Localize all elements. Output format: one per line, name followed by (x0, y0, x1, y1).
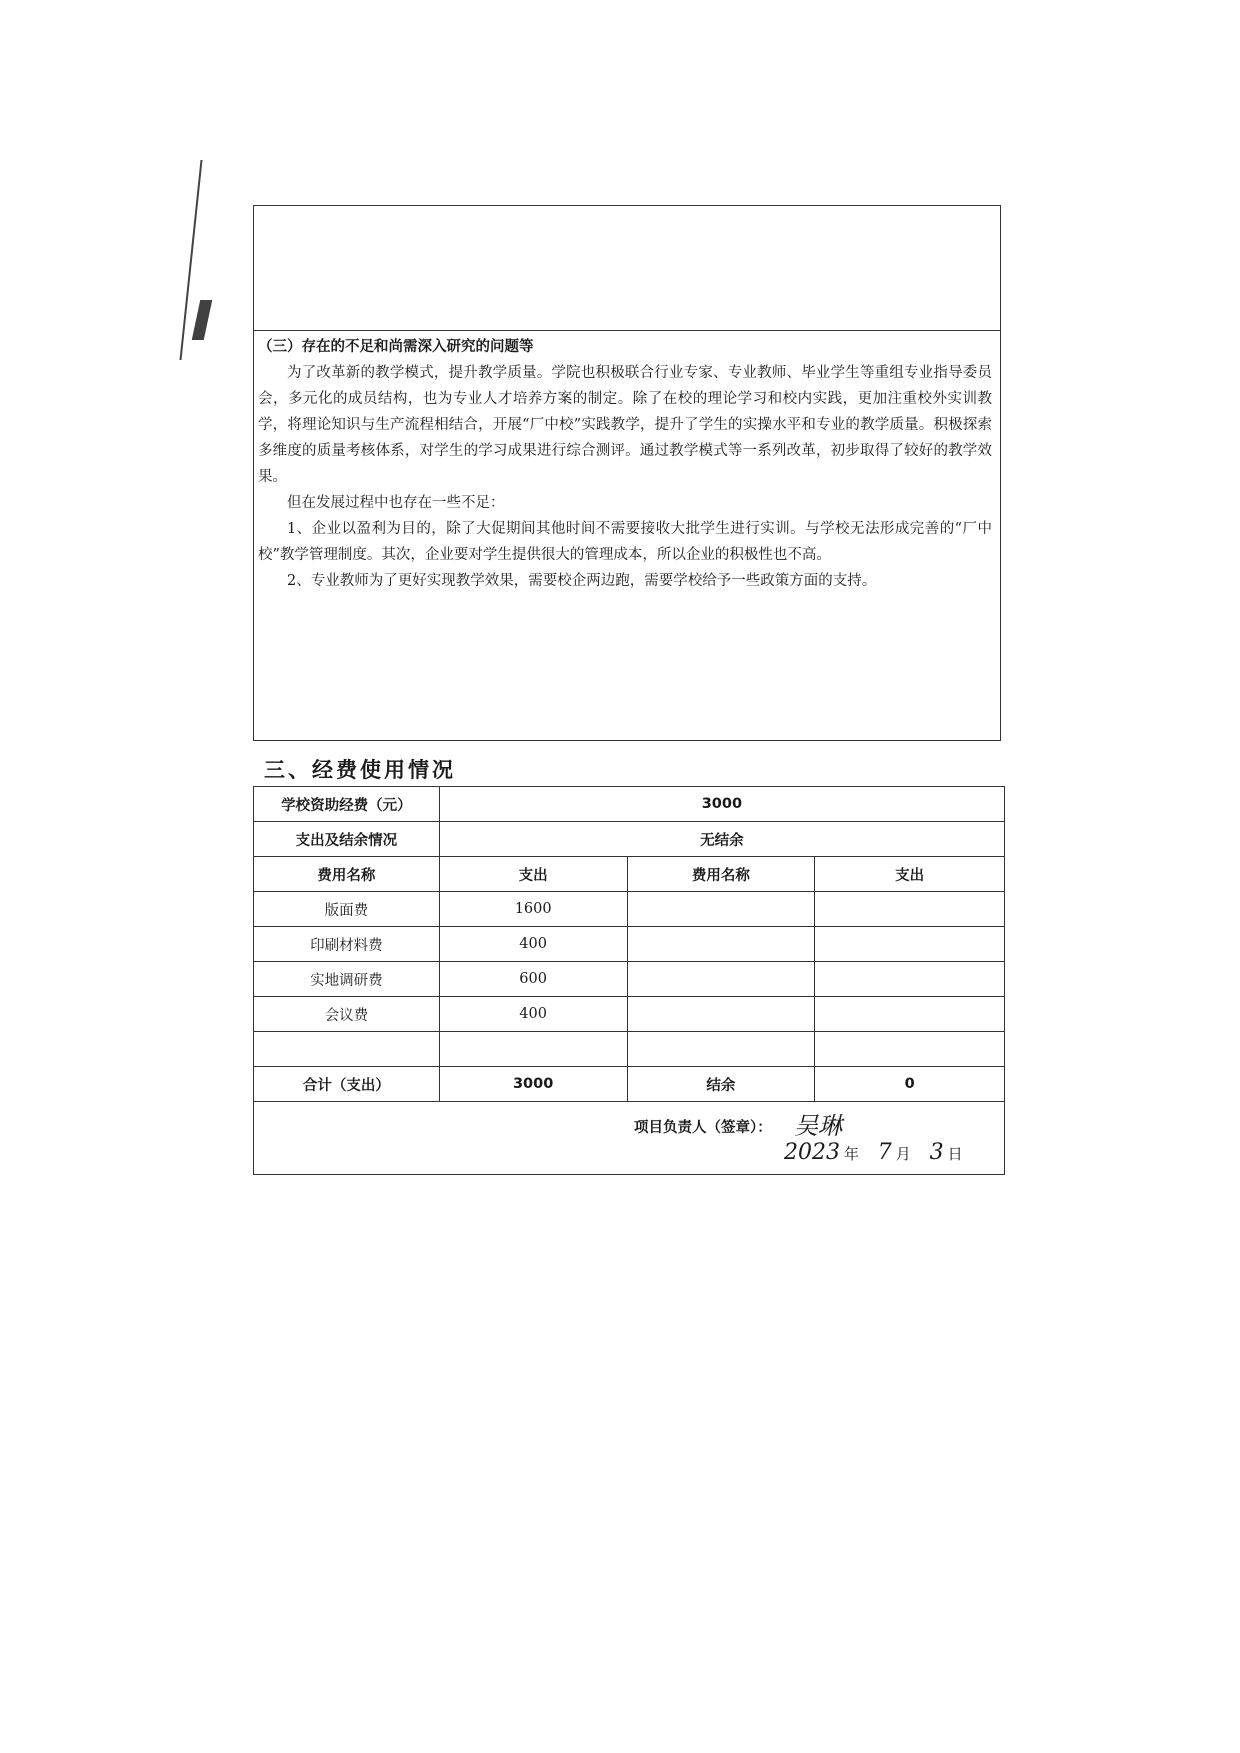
column-header-name: 费用名称 (254, 857, 440, 892)
date-month: 7 (877, 1140, 892, 1165)
funds-table (253, 786, 1005, 1175)
remain-value: 0 (815, 1067, 1005, 1102)
expense-amount: 600 (439, 962, 627, 997)
expense-name: 版面费 (254, 892, 440, 927)
balance-value: 无结余 (439, 822, 1004, 857)
section-divider (254, 330, 1000, 331)
signature-date (784, 1140, 977, 1165)
handwritten-signature: 吴琳 (794, 1112, 842, 1140)
empty-cell (627, 997, 815, 1032)
empty-cell (815, 1032, 1005, 1067)
section3-paragraph-2: 但在发展过程中也存在一些不足： (287, 495, 505, 511)
table-row (254, 892, 1005, 927)
section3-body (258, 334, 992, 594)
table-row (254, 962, 1005, 997)
empty-cell (627, 1032, 815, 1067)
date-day-unit: 日 (947, 1145, 963, 1163)
section3-heading: （三）存在的不足和尚需深入研究的问题等 (258, 338, 534, 355)
empty-cell (627, 927, 815, 962)
empty-cell (815, 962, 1005, 997)
table-row (254, 1032, 1005, 1067)
expense-amount: 400 (439, 927, 627, 962)
expense-amount: 400 (439, 997, 627, 1032)
table-row (254, 997, 1005, 1032)
empty-cell (815, 927, 1005, 962)
school-funding-label: 学校资助经费（元） (254, 787, 440, 822)
column-header-expense-2: 支出 (815, 857, 1005, 892)
expense-name: 印刷材料费 (254, 927, 440, 962)
date-year-unit: 年 (844, 1145, 860, 1163)
school-funding-value: 3000 (439, 787, 1004, 822)
expense-name: 实地调研费 (254, 962, 440, 997)
column-header-name-2: 费用名称 (627, 857, 815, 892)
empty-cell (627, 962, 815, 997)
balance-label: 支出及结余情况 (254, 822, 440, 857)
expense-amount (439, 1032, 627, 1067)
section3-paragraph-3: 1、企业以盈利为目的，除了大促期间其他时间不需要接收大批学生进行实训。与学校无法形成完善的“厂中校”教学管理制度。其次，企业要对学生提供很大的管理成本，所以企业的积极性也不高。 (258, 521, 992, 563)
date-day: 3 (929, 1140, 944, 1165)
total-row (254, 1067, 1005, 1102)
expense-amount: 1600 (439, 892, 627, 927)
table-row (254, 927, 1005, 962)
section3-box (253, 205, 1001, 741)
expense-name (254, 1032, 440, 1067)
table-row (254, 822, 1005, 857)
total-value: 3000 (439, 1067, 627, 1102)
date-month-unit: 月 (895, 1145, 911, 1163)
signature-row (254, 1102, 1005, 1175)
empty-cell (815, 997, 1005, 1032)
table-row (254, 787, 1005, 822)
empty-cell (627, 892, 815, 927)
signer-label: 项目负责人（签章）： (634, 1119, 772, 1136)
expense-name: 会议费 (254, 997, 440, 1032)
signature-cell (254, 1102, 1005, 1175)
column-header-expense: 支出 (439, 857, 627, 892)
scan-edge-shadow (179, 160, 242, 360)
section3-paragraph-4: 2、专业教师为了更好实现教学效果，需要校企两边跑，需要学校给予一些政策方面的支持。 (287, 573, 877, 589)
total-label: 合计（支出） (254, 1067, 440, 1102)
funds-section-title: 三、经费使用情况 (264, 758, 456, 782)
date-year: 2023 (784, 1140, 840, 1165)
table-header-row (254, 857, 1005, 892)
empty-cell (815, 892, 1005, 927)
remain-label: 结余 (627, 1067, 815, 1102)
section3-paragraph-1: 为了改革新的教学模式，提升教学质量。学院也积极联合行业专家、专业教师、毕业学生等重组专业指导委员会，多元化的成员结构，也为专业人才培养方案的制定。除了在校的理论学习和校内实践，更加注重校外实训教学，将理论知识与生产流程相结合，开展“厂中校”实践教学，提升了学生的实操水平和专业的教学质量。积极探索多维度的质量考核体系，对学生的学习成果进行综合测评。通过教学模式等一系列改革，初步取得了较好的教学效果。 (258, 365, 992, 485)
